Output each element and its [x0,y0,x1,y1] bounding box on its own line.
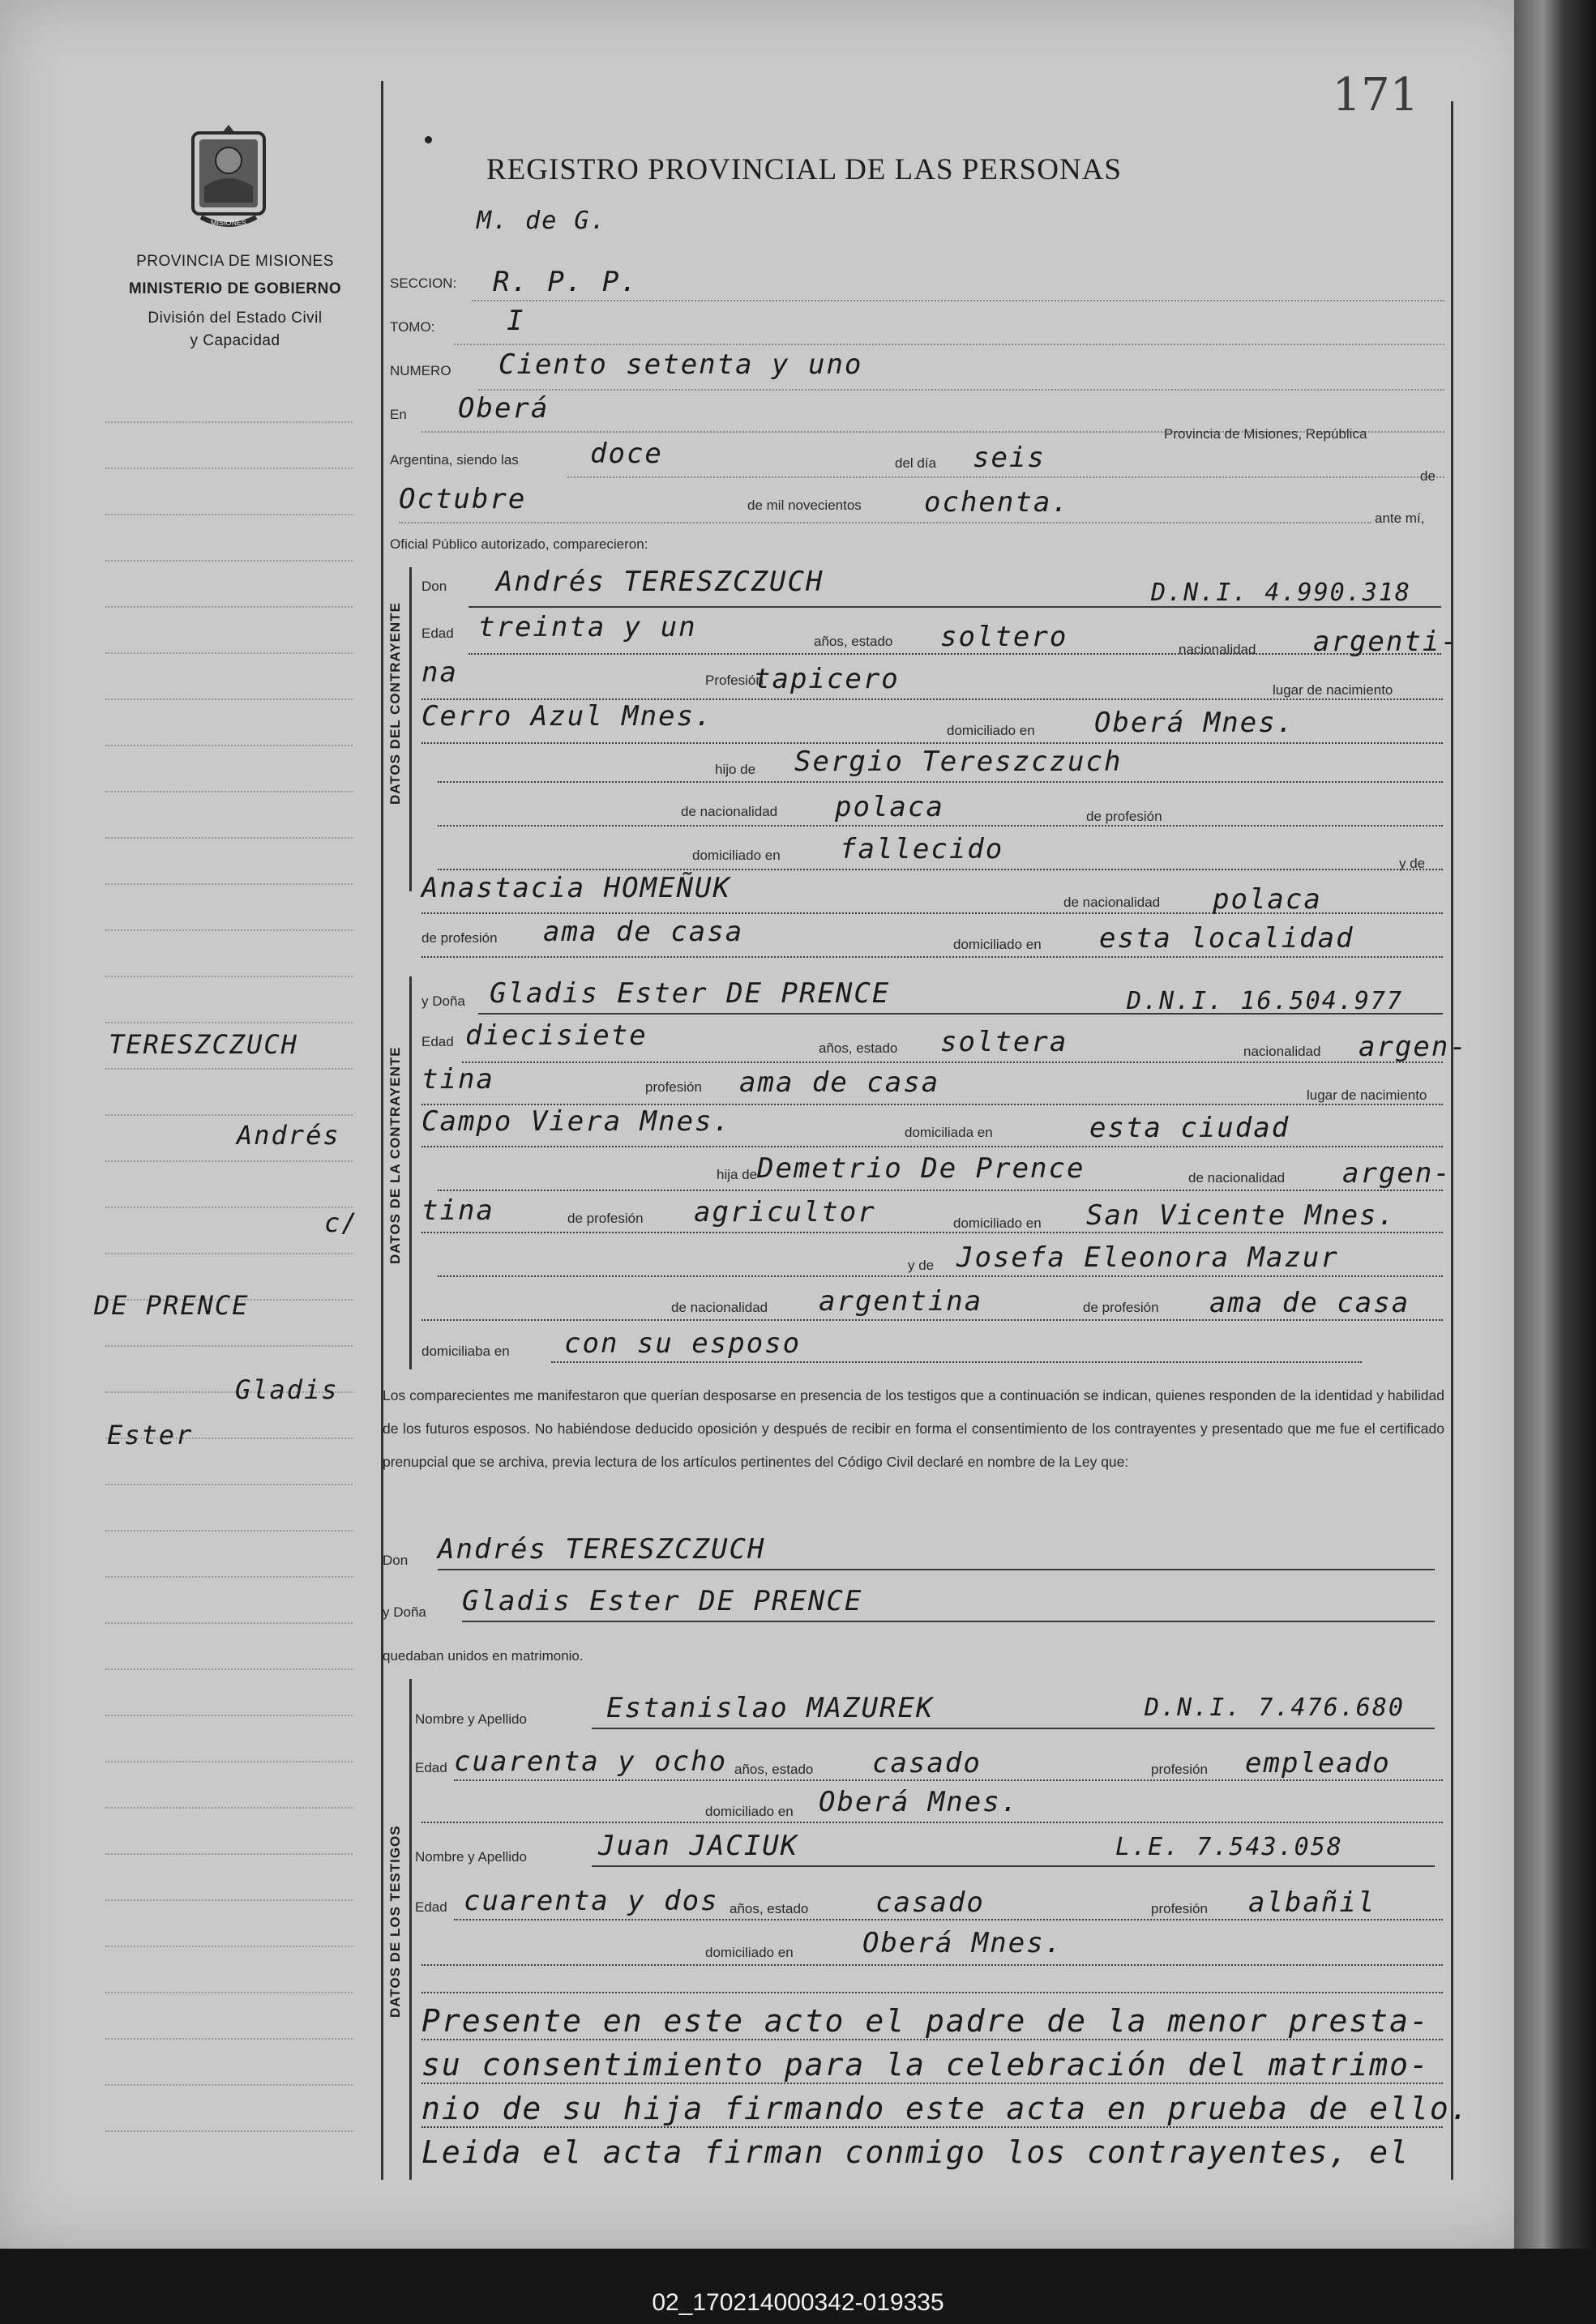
margin-guide-line [105,745,353,746]
contrayente-madre-profesion: ama de casa [543,916,744,948]
margin-guide-line [105,1668,353,1670]
declaration-text: Los comparecientes me manifestaron que querían desposarse en presencia de los testigos que a continuación se indican, quienes responden de la identidad y habilidad de los futuros esposos. No habiéndose deducido oposición y después de recibir en forma el consentimiento de los contrayentes y presentado que me fue el certificado prenupcial que se archiva, previa lectura de los artículos pertinentes del Código Civil declaré en nombre de la Ley que: [383,1387,1444,1470]
testigos-section-title: DATOS DE LOS TESTIGOS [387,1825,403,2018]
en-label: En [390,407,407,422]
institution-province: PROVINCIA DE MISIONES [136,253,334,270]
ante-label: ante mí, [1375,511,1425,526]
contrayenta-padre-nac-label: de nacionalidad [1188,1170,1286,1185]
contrayente-madre-line [421,912,1443,914]
contrayenta-madre-prof-label: de profesión [1083,1300,1159,1315]
anio-value: ochenta. [924,486,1070,519]
contrayenta-lugar-label: lugar de nacimiento [1307,1087,1427,1103]
contrayenta-madre-nacionalidad: argentina [819,1285,983,1318]
margin-given-1: Andrés [237,1120,340,1151]
contrayenta-name: Gladis Ester DE PRENCE [490,977,891,1010]
institution-capacidad: y Capacidad [190,332,280,349]
contrayenta-domiciliada-label: domiciliada en [905,1125,993,1140]
de-label: de [1420,468,1436,484]
contrayenta-edad-line [462,1062,1443,1063]
margin-guide-line [105,2038,353,2040]
t1-edad-label: Edad [415,1760,447,1775]
t2-edad-line [454,1919,1443,1920]
t1-nombre-label: Nombre y Apellido [415,1711,527,1727]
numero-label: NUMERO [390,363,451,378]
t2-edad-label: Edad [415,1899,447,1915]
dia-label: del día [895,455,937,471]
margin-guide-line [105,883,353,885]
en-value: Oberá [458,392,550,425]
contrayenta-padre-prof-label: de profesión [567,1211,644,1226]
t1-nombre: Estanislao MAZUREK [606,1692,935,1724]
t1-edad: cuarenta y ocho [454,1745,728,1778]
t2-domicilio: Oberá Mnes. [862,1927,1063,1959]
image-caption: 02_170214000342-019335 [652,2289,944,2316]
margin-guide-line [105,652,353,654]
t2-anios-label: años, estado [730,1901,809,1916]
seal-caption: MISIONES [210,219,247,227]
contrayenta-padre-profesion: agricultor [694,1196,876,1228]
t2-profesion-label: profesión [1151,1901,1208,1916]
contrayente-madre-domicilio: esta localidad [1099,922,1354,955]
contrayenta-madre-line [438,1275,1443,1277]
t1-edad-line [454,1779,1443,1781]
anio-label: de mil novecientos [747,498,862,513]
contrayente-madre-nacionalidad: polaca [1213,883,1322,916]
blank-line [421,1992,1443,1993]
contrayenta-madre: Josefa Eleonora Mazur [956,1241,1339,1274]
margin-guide-line [105,2084,353,2086]
seccion-label: SECCION: [390,276,457,291]
book-spine-edge [1514,0,1596,2249]
contrayente-padre-nac-line [438,825,1443,827]
t1-estado: casado [872,1747,982,1779]
margin-guide-line [105,929,353,931]
margin-guide-line [105,1761,353,1762]
note-rule-2 [421,2083,1443,2084]
margin-guide-line [105,1345,353,1347]
contrayenta-padre: Demetrio De Prence [757,1152,1085,1185]
provincial-seal-icon [185,122,272,232]
numero-value: Ciento setenta y uno [498,348,863,381]
contrayente-padre-domicilio: fallecido [840,833,1004,865]
contrayente-name: Andrés TERESZCZUCH [496,566,824,598]
margin-guide-line [105,2130,353,2132]
margin-guide-line [105,1715,353,1716]
right-rule [1451,101,1453,2180]
tomo-label: TOMO: [390,319,435,335]
tomo-value: I [507,305,525,337]
contrayenta-y-de-label: y de [908,1258,935,1273]
contrayente-nacionalidad-b: na [421,656,458,689]
t1-profesion: empleado [1245,1747,1391,1779]
page-number: 171 [1332,69,1419,122]
contrayente-lugar: Cerro Azul Mnes. [421,700,713,733]
contrayente-edad: treinta y un [478,611,697,643]
margin-guide-line [105,421,353,423]
t2-nombre: Juan JACIUK [598,1830,799,1862]
contrayente-lugar-line [421,742,1443,744]
contrayente-dni: D.N.I. 4.990.318 [1151,579,1411,607]
contrayente-padre-prof-label: de profesión [1086,809,1162,824]
contrayente-madre-dom-label: domiciliado en [953,937,1042,952]
note-line-2: su consentimiento para la celebración del matrimo- [421,2047,1430,2083]
margin-given-2a: Gladis [235,1374,339,1405]
t1-anios-label: años, estado [734,1762,814,1777]
contrayente-padre-nacionalidad: polaca [835,791,944,823]
contrayente-padre-dom-label: domiciliado en [692,848,781,863]
contrayenta-padre-line [438,1190,1443,1191]
contrayenta-anios-label: años, estado [819,1040,898,1056]
contrayenta-padre-nacionalidad-b: tina [421,1194,494,1227]
note-rule-1 [421,2039,1443,2040]
contrayenta-nacionalidad-a: argen- [1359,1031,1468,1063]
note-line-3: nio de su hija firmando este acta en prueba de ello. [421,2091,1470,2126]
contrayente-madre: Anastacia HOMEÑUK [421,872,731,904]
contrayenta-padre-domicilio: San Vicente Mnes. [1086,1199,1396,1232]
union-don-label: Don [383,1553,409,1568]
contrayente-lugar-label: lugar de nacimiento [1273,682,1393,698]
contrayente-padre-line [438,781,1443,783]
union-quedaban: quedaban unidos en matrimonio. [383,1648,584,1664]
contrayenta-lugar-line [421,1146,1443,1147]
t1-profesion-label: profesión [1151,1762,1208,1777]
union-esposo-line [438,1569,1435,1570]
annotation: M. de G. [477,207,607,235]
margin-guide-line [105,1253,353,1254]
margin-rule [381,81,383,2180]
fecha-line [567,476,1444,478]
margin-guide-line [105,976,353,977]
margin-guide-line [105,1576,353,1578]
t2-estado: casado [875,1886,985,1919]
contrayenta-estado: soltera [940,1026,1068,1058]
note-rule-3 [421,2126,1443,2128]
contrayente-domiciliado-label: domiciliado en [947,723,1035,738]
margin-guide-line [105,560,353,562]
union-esposa-line [462,1621,1435,1622]
margin-given-2b: Ester [107,1420,194,1450]
margin-guide-line [105,606,353,608]
union-esposo: Andrés TERESZCZUCH [438,1533,766,1566]
dia-value: seis [973,442,1046,474]
contrayente-domicilio: Oberá Mnes. [1094,707,1295,739]
contrayenta-padre-nacionalidad-a: argen- [1342,1157,1452,1190]
tomo-line [454,344,1444,345]
page-title: REGISTRO PROVINCIAL DE LAS PERSONAS [486,153,1122,186]
t2-nombre-line [592,1865,1435,1867]
contrayenta-madre-dom-line [551,1361,1362,1363]
contrayente-name-line [469,606,1441,608]
contrayenta-nacionalidad-b: tina [421,1063,494,1096]
contrayente-bracket [409,567,412,891]
contrayenta-padre-prof-line [421,1232,1443,1233]
margin-guide-line [105,698,353,700]
contrayenta-profesion: ama de casa [739,1066,940,1099]
margin-guide-line [105,468,353,469]
t2-edad: cuarenta y dos [464,1885,719,1917]
seccion-value: R. P. P. [493,266,639,298]
contrayenta-madre-nac-line [421,1319,1443,1321]
margin-guide-line [105,1807,353,1809]
margin-guide-line [105,1484,353,1485]
contrayente-y-de-label: y de [1399,856,1426,871]
margin-guide-line [105,1160,353,1162]
contrayente-madre-prof-label: de profesión [421,930,498,946]
contrayente-anios-label: años, estado [814,634,893,649]
margin-guide-line [105,1114,353,1116]
contrayente-edad-line [469,653,1441,655]
note-line-1: Presente en este acto el padre de la menor presta- [421,2003,1430,2039]
margin-guide-line [105,514,353,515]
margin-guide-line [105,1530,353,1532]
margin-guide-line [105,1946,353,1947]
margin-connector: c/ [324,1207,359,1238]
union-dona-label: y Doña [383,1604,426,1620]
contrayenta-section-title: DATOS DE LA CONTRAYENTE [387,1046,403,1264]
t1-domiciliado-label: domiciliado en [705,1804,794,1819]
contrayente-padre-dom-line [438,869,1443,870]
margin-guide-line [105,1022,353,1023]
margin-guide-line [105,1068,353,1070]
anio-line [399,522,1371,523]
t2-doc: L.E. 7.543.058 [1115,1833,1343,1861]
contrayenta-padre-dom-label: domiciliado en [953,1215,1042,1231]
contrayenta-profesion-label: profesión [645,1079,702,1095]
contrayenta-domiciliaba-label: domiciliaba en [421,1344,510,1359]
contrayenta-edad: diecisiete [465,1019,648,1052]
margin-guide-line [105,1992,353,1993]
t1-nombre-line [592,1728,1435,1729]
contrayente-nacionalidad-a: argenti- [1313,626,1459,658]
oficial-text: Oficial Público autorizado, comparecieron: [390,536,648,552]
note-line-4: Leida el acta firman conmigo los contrayentes, el [421,2134,1410,2170]
contrayente-profesion-label: Profesión [705,673,764,688]
dona-label: y Doña [421,993,465,1009]
t2-profesion: albañil [1248,1886,1376,1919]
contrayente-estado: soltero [940,621,1068,653]
contrayenta-dni: D.N.I. 16.504.977 [1127,987,1404,1015]
institution-division: División del Estado Civil [148,310,323,327]
contrayenta-madre-profesion: ama de casa [1209,1287,1410,1319]
t2-domiciliado-label: domiciliado en [705,1945,794,1960]
contrayente-edad-label: Edad [421,626,454,641]
numero-line [478,389,1444,391]
seccion-line [472,300,1444,301]
margin-guide-line [105,1207,353,1208]
contrayenta-bracket [409,976,412,1369]
argentina-label: Argentina, siendo las [390,452,519,468]
contrayente-profesion: tapicero [754,663,900,695]
contrayenta-hija-label: hija de [717,1167,758,1182]
testigos-bracket [409,1679,412,2180]
t2-dom-line [421,1964,1443,1966]
margin-surname-1: TERESZCZUCH [109,1029,298,1060]
contrayente-madre-prof-line [421,956,1443,958]
don-label: Don [421,579,447,594]
margin-guide-line [105,837,353,839]
contrayenta-domicilio: esta ciudad [1089,1112,1290,1144]
contrayente-hijo-label: hijo de [715,762,756,777]
t2-nombre-label: Nombre y Apellido [415,1849,527,1865]
union-esposa: Gladis Ester DE PRENCE [462,1585,863,1617]
contrayenta-madre-domicilio: con su esposo [564,1327,802,1360]
t1-domicilio: Oberá Mnes. [819,1786,1020,1818]
contrayente-section-title: DATOS DEL CONTRAYENTE [387,602,403,805]
contrayenta-lugar: Campo Viera Mnes. [421,1105,731,1138]
mes-value: Octubre [399,483,527,515]
contrayente-nacionalidad-label: nacionalidad [1179,642,1256,657]
margin-surname-2: DE PRENCE [94,1290,250,1321]
margin-guide-line [105,1853,353,1855]
ink-dot [425,136,432,143]
contrayente-padre: Sergio Tereszczuch [794,745,1123,778]
provincia-text: Provincia de Misiones, República [1164,426,1367,442]
t1-dom-line [421,1822,1443,1823]
contrayenta-nacionalidad-label: nacionalidad [1243,1044,1321,1059]
margin-guide-line [105,791,353,792]
contrayenta-edad-label: Edad [421,1034,454,1049]
contrayenta-name-line [478,1013,1443,1015]
margin-guide-line [105,1622,353,1624]
contrayenta-madre-nac-label: de nacionalidad [671,1300,768,1315]
t1-doc: D.N.I. 7.476.680 [1145,1694,1405,1722]
margin-guide-line [105,1899,353,1901]
institution-ministry: MINISTERIO DE GOBIERNO [128,280,342,297]
contrayente-madre-nac-label: de nacionalidad [1063,895,1161,910]
contrayente-padre-nac-label: de nacionalidad [681,804,778,819]
hora-value: doce [590,438,663,470]
